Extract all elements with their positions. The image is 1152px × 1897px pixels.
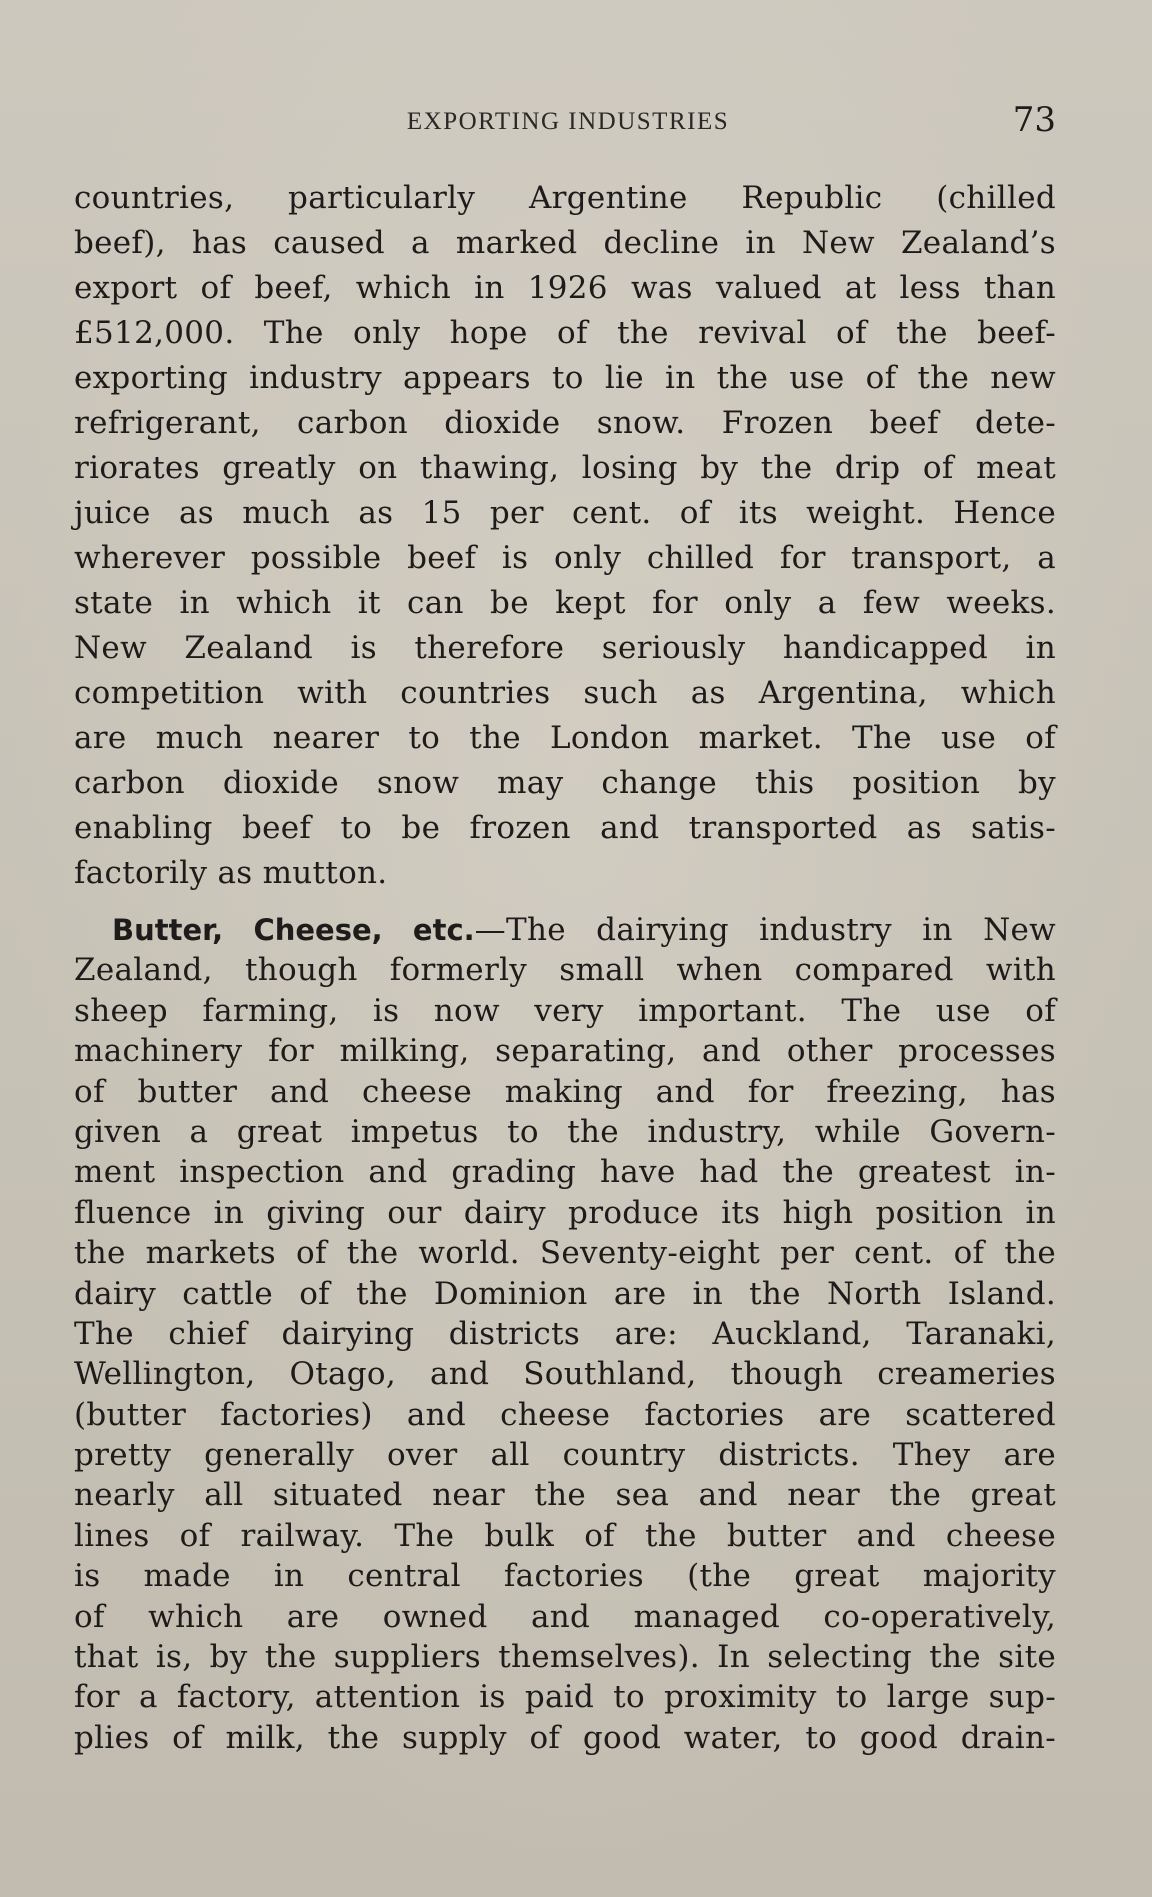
text-line: plies of milk, the supply of good water, to good drain- <box>74 1719 1056 1756</box>
text-line: are much nearer to the London market. The use of <box>74 720 1056 756</box>
section-heading: Butter, Cheese, etc. <box>112 913 475 947</box>
text-line: (butter factories) and cheese factories are scattered <box>74 1396 1056 1433</box>
paragraph-beef-exports <box>74 176 1056 896</box>
text-line: factorily as mutton. <box>74 855 388 891</box>
text-line: ment inspection and grading have had the greatest in- <box>74 1154 1056 1191</box>
text-line: Zealand, though formerly small when compared with <box>74 952 1056 989</box>
running-head <box>74 100 1056 140</box>
text-line: the markets of the world. Seventy-eight per cent. of the <box>74 1235 1056 1272</box>
heading-line-text: —The dairying industry in New <box>474 912 1056 948</box>
text-line: is made in central factories (the great majority <box>74 1558 1056 1595</box>
text-line: export of beef, which in 1926 was valued at less than <box>74 270 1056 306</box>
text-line: The chief dairying districts are: Auckland, Taranaki, <box>74 1315 1056 1352</box>
text-line: sheep farming, is now very important. The use of <box>74 992 1056 1029</box>
text-line: riorates greatly on thawing, losing by the drip of meat <box>74 450 1056 486</box>
text-line: Wellington, Otago, and Southland, though creameries <box>74 1356 1056 1393</box>
text-line: carbon dioxide snow may change this position by <box>74 765 1056 801</box>
text-line: beef), has caused a marked decline in New Zealand’s <box>74 225 1056 261</box>
text-line: machinery for milking, separating, and other processes <box>74 1033 1056 1070</box>
text-line: enabling beef to be frozen and transported as satis- <box>74 810 1056 846</box>
text-line: of which are owned and managed co-operatively, <box>74 1598 1056 1635</box>
text-line: given a great impetus to the industry, while Govern- <box>74 1113 1056 1150</box>
running-title: EXPORTING INDUSTRIES <box>406 108 730 135</box>
text-line: dairy cattle of the Dominion are in the North Island. <box>74 1275 1056 1312</box>
text-line <box>74 910 1056 950</box>
text-line: fluence in giving our dairy produce its high position in <box>74 1194 1056 1231</box>
text-line: pretty generally over all country districts. They are <box>74 1437 1056 1474</box>
text-line: nearly all situated near the sea and near the great <box>74 1477 1056 1514</box>
text-line: that is, by the suppliers themselves). In selecting the site <box>74 1639 1056 1676</box>
text-line: refrigerant, carbon dioxide snow. Frozen beef dete- <box>74 405 1056 441</box>
text-line: wherever possible beef is only chilled for transport, a <box>74 540 1056 576</box>
text-line: countries, particularly Argentine Republic (chilled <box>74 180 1056 216</box>
text-line: £512,000. The only hope of the revival of the beef- <box>74 315 1056 351</box>
text-line: juice as much as 15 per cent. of its weight. Hence <box>74 495 1056 531</box>
text-line: state in which it can be kept for only a few weeks. <box>74 585 1056 621</box>
text-line: lines of railway. The bulk of the butter and cheese <box>74 1517 1056 1554</box>
text-line: of butter and cheese making and for freezing, has <box>74 1073 1056 1110</box>
text-line: for a factory, attention is paid to proximity to large sup- <box>74 1679 1056 1716</box>
paragraph-butter-cheese <box>74 910 1056 1758</box>
text-line: competition with countries such as Argentina, which <box>74 675 1056 711</box>
page-number: 73 <box>1012 100 1056 140</box>
text-line: New Zealand is therefore seriously handicapped in <box>74 630 1056 666</box>
text-line: exporting industry appears to lie in the use of the new <box>74 360 1056 396</box>
